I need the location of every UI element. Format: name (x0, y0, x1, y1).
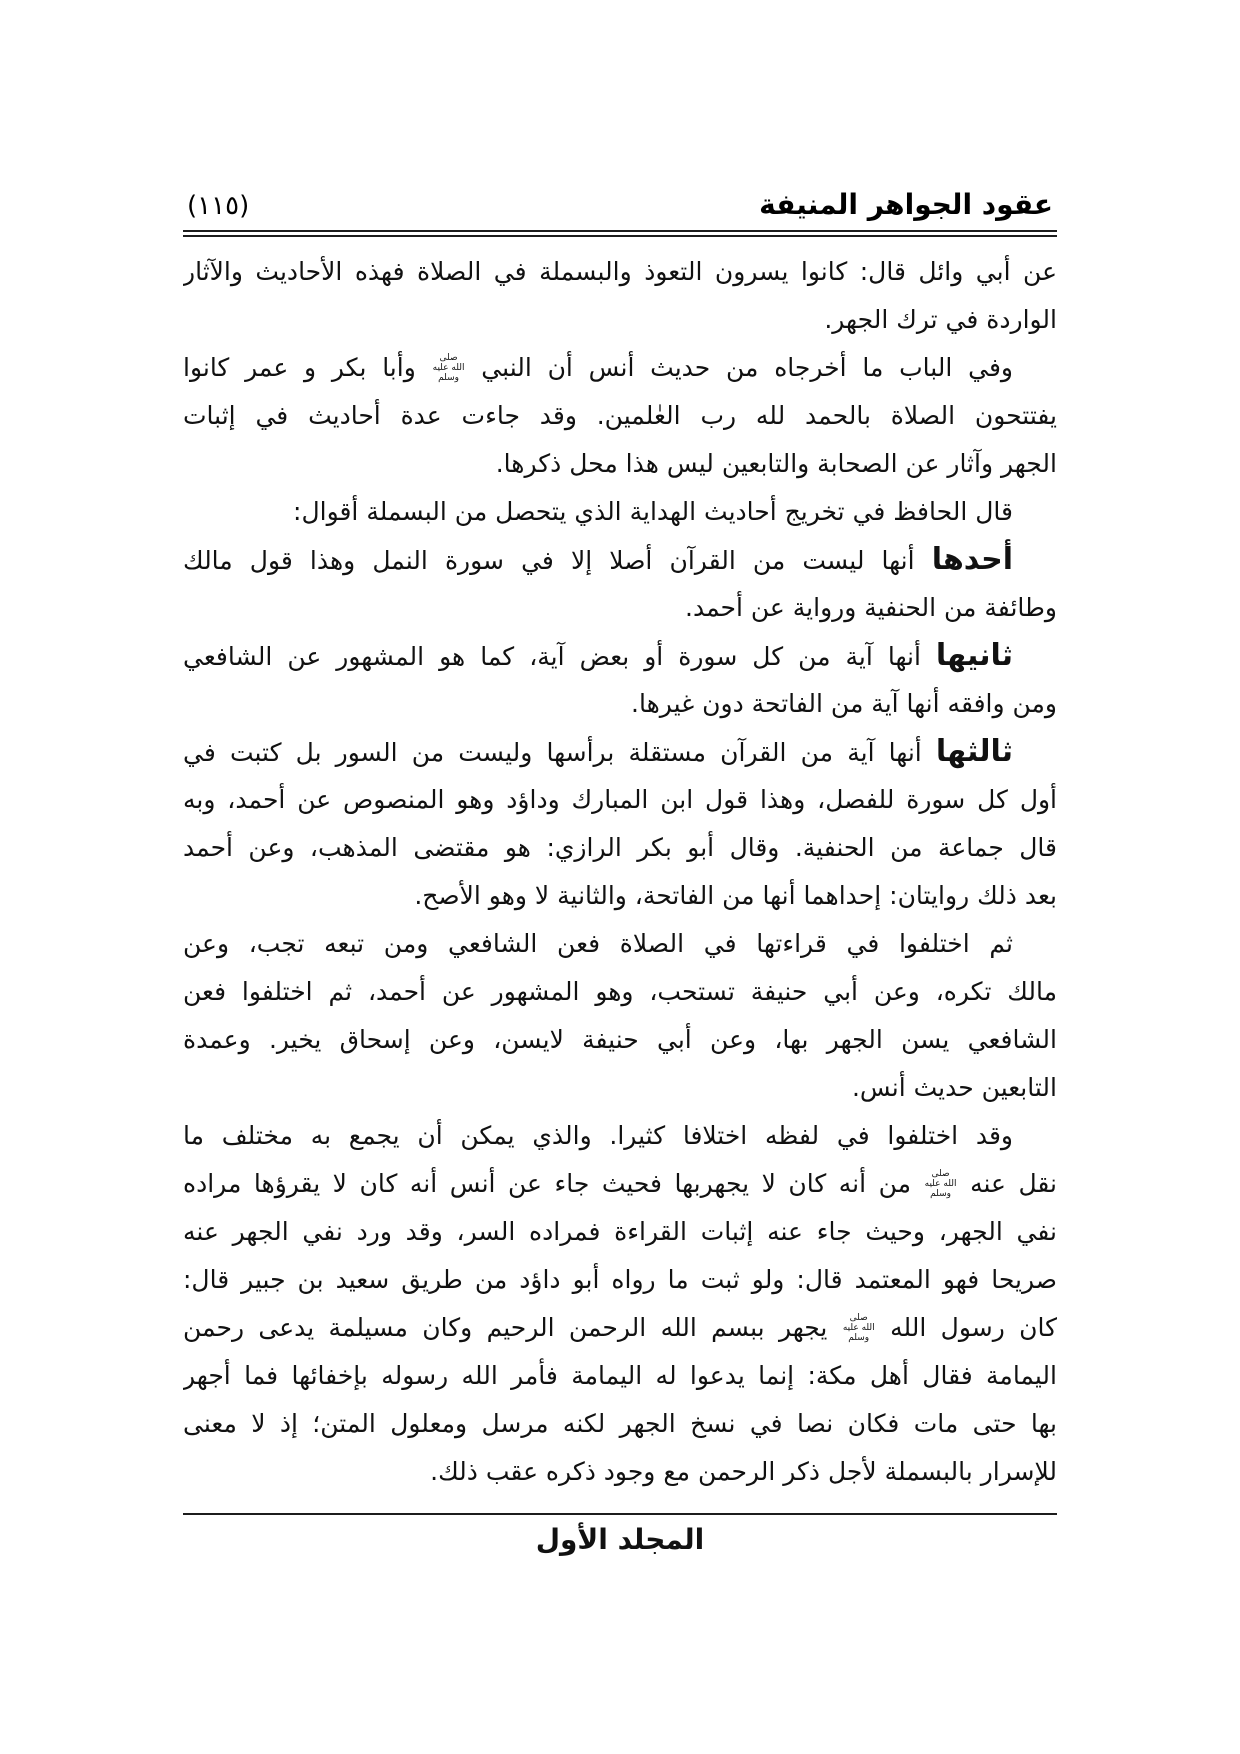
opinion-lead-word: ثالثها (935, 734, 1013, 769)
line-text: يفتتحون الصلاة بالحمد لله رب العٰلمين. وقد جاءت عدة أحاديث في إثبات (183, 401, 1057, 430)
text-line (183, 968, 1057, 1016)
footer-divider (183, 1513, 1057, 1515)
line-text: أنها ليست من القرآن أصلا إلا في سورة النمل وهذا قول مالك (183, 546, 932, 575)
line-text: وأبا بكر و عمر كانوا (183, 353, 432, 382)
text-line (183, 584, 1057, 632)
text-line (183, 1016, 1057, 1064)
opinion-lead-word: أحدها (931, 542, 1013, 577)
line-text: الجهر وآثار عن الصحابة والتابعين ليس هذا محل ذكرها. (495, 449, 1057, 478)
line-text: وفي الباب ما أخرجاه من حديث أنس أن النبي (465, 353, 1013, 382)
text-line (183, 1112, 1057, 1160)
volume-label: المجلد الأول (535, 1523, 705, 1556)
line-text: أنها آية من القرآن مستقلة برأسها وليست من السور بل كتبت في (183, 738, 936, 767)
line-text: يجهر ببسم الله الرحمن الرحيم وكان مسيلمة يدعى رحمن (183, 1313, 842, 1342)
line-text: اليمامة فقال أهل مكة: إنما يدعوا له اليمامة فأمر الله رسوله بإخفائها فما أجهر (183, 1361, 1057, 1390)
text-line (183, 248, 1057, 296)
text-line (183, 1352, 1057, 1400)
line-text: مالك تكره، وعن أبي حنيفة تستحب، وهو المشهور عن أحمد، ثم اختلفوا فعن (183, 977, 1057, 1006)
opinion-lead-word: ثانيها (935, 638, 1013, 673)
line-text: ثم اختلفوا في قراءتها في الصلاة فعن الشافعي ومن تبعه تجب، وعن (183, 929, 1013, 958)
body-text (183, 248, 1057, 1496)
line-text: الشافعي يسن الجهر بها، وعن أبي حنيفة لايسن، وعن إسحاق يخير. وعمدة (183, 1025, 1057, 1054)
line-text: قال جماعة من الحنفية. وقال أبو بكر الرازي: هو مقتضى المذهب، وعن أحمد (183, 833, 1057, 862)
text-line (183, 1064, 1057, 1112)
line-text: بها حتى مات فكان نصا في نسخ الجهر لكنه مرسل ومعلول المتن؛ إذ لا معنى (183, 1409, 1057, 1438)
saw-ligature: صلى الله عليه وسلم (432, 353, 465, 383)
line-text: من أنه كان لا يجهربها فحيث جاء عن أنس أنه كان لا يقرؤها مراده (183, 1169, 924, 1198)
text-line (183, 488, 1057, 536)
line-text: نقل عنه (957, 1169, 1057, 1198)
line-text: عن أبي وائل قال: كانوا يسرون التعوذ والبسملة في الصلاة فهذه الأحاديث والآثار (183, 257, 1057, 286)
line-text: وطائفة من الحنفية ورواية عن أحمد. (685, 593, 1057, 622)
line-text: قال الحافظ في تخريج أحاديث الهداية الذي يتحصل من البسملة أقوال: (293, 497, 1013, 526)
text-line (183, 1400, 1057, 1448)
line-text: ومن وافقه أنها آية من الفاتحة دون غيرها. (631, 689, 1057, 718)
page-number: (١١٥) (187, 191, 250, 221)
text-block (183, 188, 1057, 1556)
text-line (183, 1160, 1057, 1208)
page-title: عقود الجواهر المنيفة (759, 188, 1053, 221)
text-line (183, 1304, 1057, 1352)
text-line (183, 680, 1057, 728)
text-line (183, 440, 1057, 488)
line-text: كان رسول الله (875, 1313, 1057, 1342)
text-line (183, 776, 1057, 824)
text-line (183, 344, 1057, 392)
running-head (183, 188, 1057, 221)
line-text: التابعين حديث أنس. (851, 1073, 1057, 1102)
text-line (183, 296, 1057, 344)
text-line (183, 872, 1057, 920)
line-text: للإسرار بالبسملة لأجل ذكر الرحمن مع وجود ذكره عقب ذلك. (430, 1457, 1057, 1486)
saw-ligature: صلى الله عليه وسلم (842, 1313, 875, 1343)
line-text: وقد اختلفوا في لفظه اختلافا كثيرا. والذي يمكن أن يجمع به مختلف ما (183, 1121, 1013, 1150)
text-line (183, 920, 1057, 968)
line-text: أول كل سورة للفصل، وهذا قول ابن المبارك وداؤد وهو المنصوص عن أحمد، وبه (183, 785, 1057, 814)
header-divider (183, 230, 1057, 237)
text-line (183, 1448, 1057, 1496)
text-line (183, 536, 1057, 584)
line-text: أنها آية من كل سورة أو بعض آية، كما هو المشهور عن الشافعي (183, 642, 936, 671)
line-text: صريحا فهو المعتمد قال: ولو ثبت ما رواه أبو داؤد من طريق سعيد بن جبير قال: (183, 1265, 1057, 1294)
text-line (183, 1256, 1057, 1304)
text-line (183, 824, 1057, 872)
text-line (183, 1208, 1057, 1256)
text-line (183, 632, 1057, 680)
line-text: نفي الجهر، وحيث جاء عنه إثبات القراءة فمراده السر، وقد ورد نفي الجهر عنه (183, 1217, 1057, 1246)
line-text: بعد ذلك روايتان: إحداهما أنها من الفاتحة، والثانية لا وهو الأصح. (414, 881, 1057, 910)
saw-ligature: صلى الله عليه وسلم (924, 1169, 957, 1199)
line-text: الواردة في ترك الجهر. (824, 305, 1057, 334)
text-line (183, 392, 1057, 440)
text-line (183, 728, 1057, 776)
